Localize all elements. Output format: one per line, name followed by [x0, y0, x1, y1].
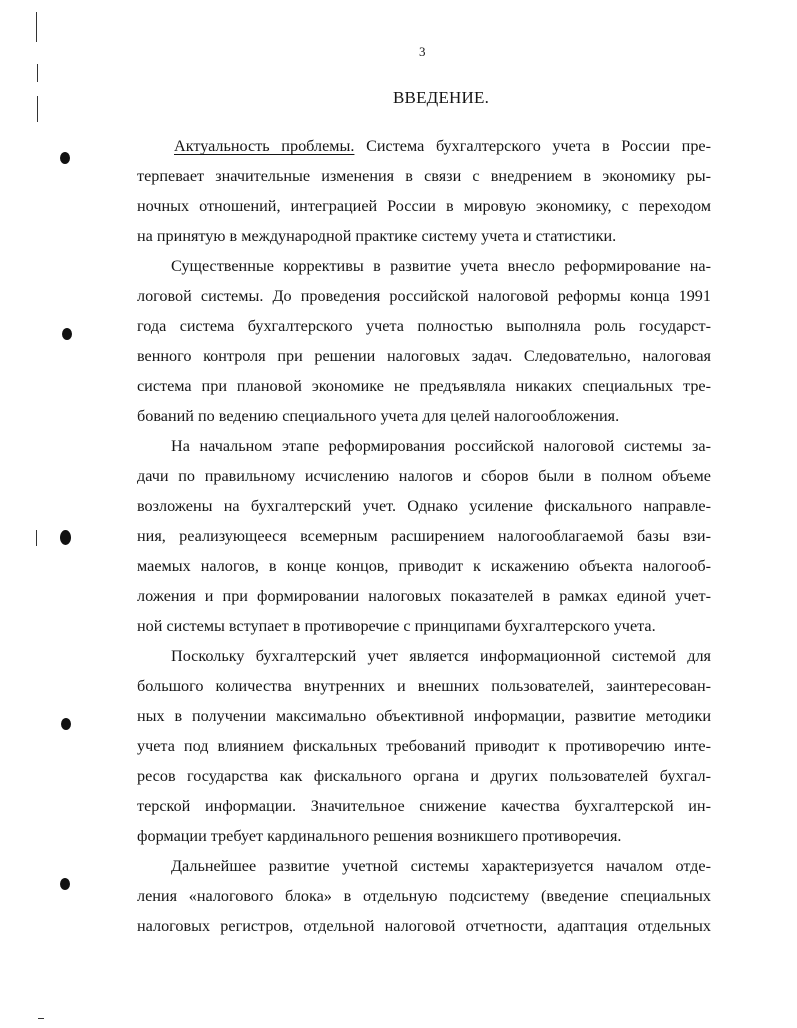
punch-hole-4 [61, 718, 71, 730]
margin-line-1 [36, 12, 37, 42]
margin-line-5 [38, 1018, 44, 1019]
text-line-1-rest: Система бухгалтерского учета в России пре- [354, 137, 711, 155]
punch-hole-5 [60, 878, 70, 890]
text-line-5: Существенные коррективы в развитие учета внесло реформирование на- [171, 257, 711, 275]
text-line-21: учета под влиянием фискальных требований приводит к противоречию инте- [137, 737, 711, 755]
text-line-10: бований по ведению специального учета для целей налогообложения. [137, 407, 620, 425]
text-line-11: На начальном этапе реформирования российской налоговой системы за- [171, 437, 711, 455]
text-line-6: логовой системы. До проведения российской налоговой реформы конца 1991 [137, 287, 711, 305]
page-number: 3 [419, 44, 426, 59]
text-line-16: ложения и при формировании налоговых показателей в рамках единой учет- [137, 587, 711, 605]
punch-hole-3 [60, 530, 71, 545]
punch-hole-2 [62, 328, 72, 340]
text-line-23: терской информации. Значительное снижение качества бухгалтерской ин- [137, 797, 711, 815]
text-line-1 [174, 136, 711, 156]
margin-line-3 [37, 96, 38, 122]
text-line-4: на принятую в международной практике систему учета и статистики. [137, 227, 617, 245]
text-line-12: дачи по правильному исчислению налогов и сборов были в полном объеме [137, 467, 711, 485]
margin-line-4 [36, 530, 37, 546]
text-line-9: система при плановой экономике не предъявляла никаких специальных тре- [137, 377, 711, 395]
text-line-8: венного контроля при решении налоговых задач. Следовательно, налоговая [137, 347, 711, 365]
text-line-25: Дальнейшее развитие учетной системы характеризуется началом отде- [171, 857, 711, 875]
text-line-13: возложены на бухгалтерский учет. Однако усиление фискального направле- [137, 497, 711, 515]
punch-hole-1 [60, 152, 70, 164]
text-line-24: формации требует кардинального решения возникшего противоречия. [137, 827, 622, 845]
text-line-3: ночных отношений, интеграцией России в мировую экономику, с переходом [137, 197, 711, 215]
text-line-22: ресов государства как фискального органа и других пользователей бухгал- [137, 767, 711, 785]
text-line-2: терпевает значительные изменения в связи с внедрением в экономику ры- [137, 167, 711, 185]
margin-line-2 [37, 64, 38, 82]
text-line-15: маемых налогов, в конце концов, приводит к искажению объекта налогооб- [137, 557, 711, 575]
text-line-14: ния, реализующееся всемерным расширением налогооблагаемой базы взи- [137, 527, 711, 545]
heading-underlined: Актуальность проблемы. [174, 137, 355, 155]
text-line-27: налоговых регистров, отдельной налоговой отчетности, адаптация отдельных [137, 917, 711, 935]
text-line-18: Поскольку бухгалтерский учет является информационной системой для [171, 647, 711, 665]
text-line-7: года система бухгалтерского учета полностью выполняла роль государст- [137, 317, 711, 335]
text-line-20: ных в получении максимально объективной информации, развитие методики [137, 707, 711, 725]
page-title: ВВЕДЕНИЕ. [393, 88, 490, 107]
text-line-19: большого количества внутренних и внешних пользователей, заинтересован- [137, 677, 711, 695]
text-line-17: ной системы вступает в противоречие с принципами бухгалтерского учета. [137, 617, 656, 635]
text-line-26: ления «налогового блока» в отдельную подсистему (введение специальных [137, 887, 711, 905]
